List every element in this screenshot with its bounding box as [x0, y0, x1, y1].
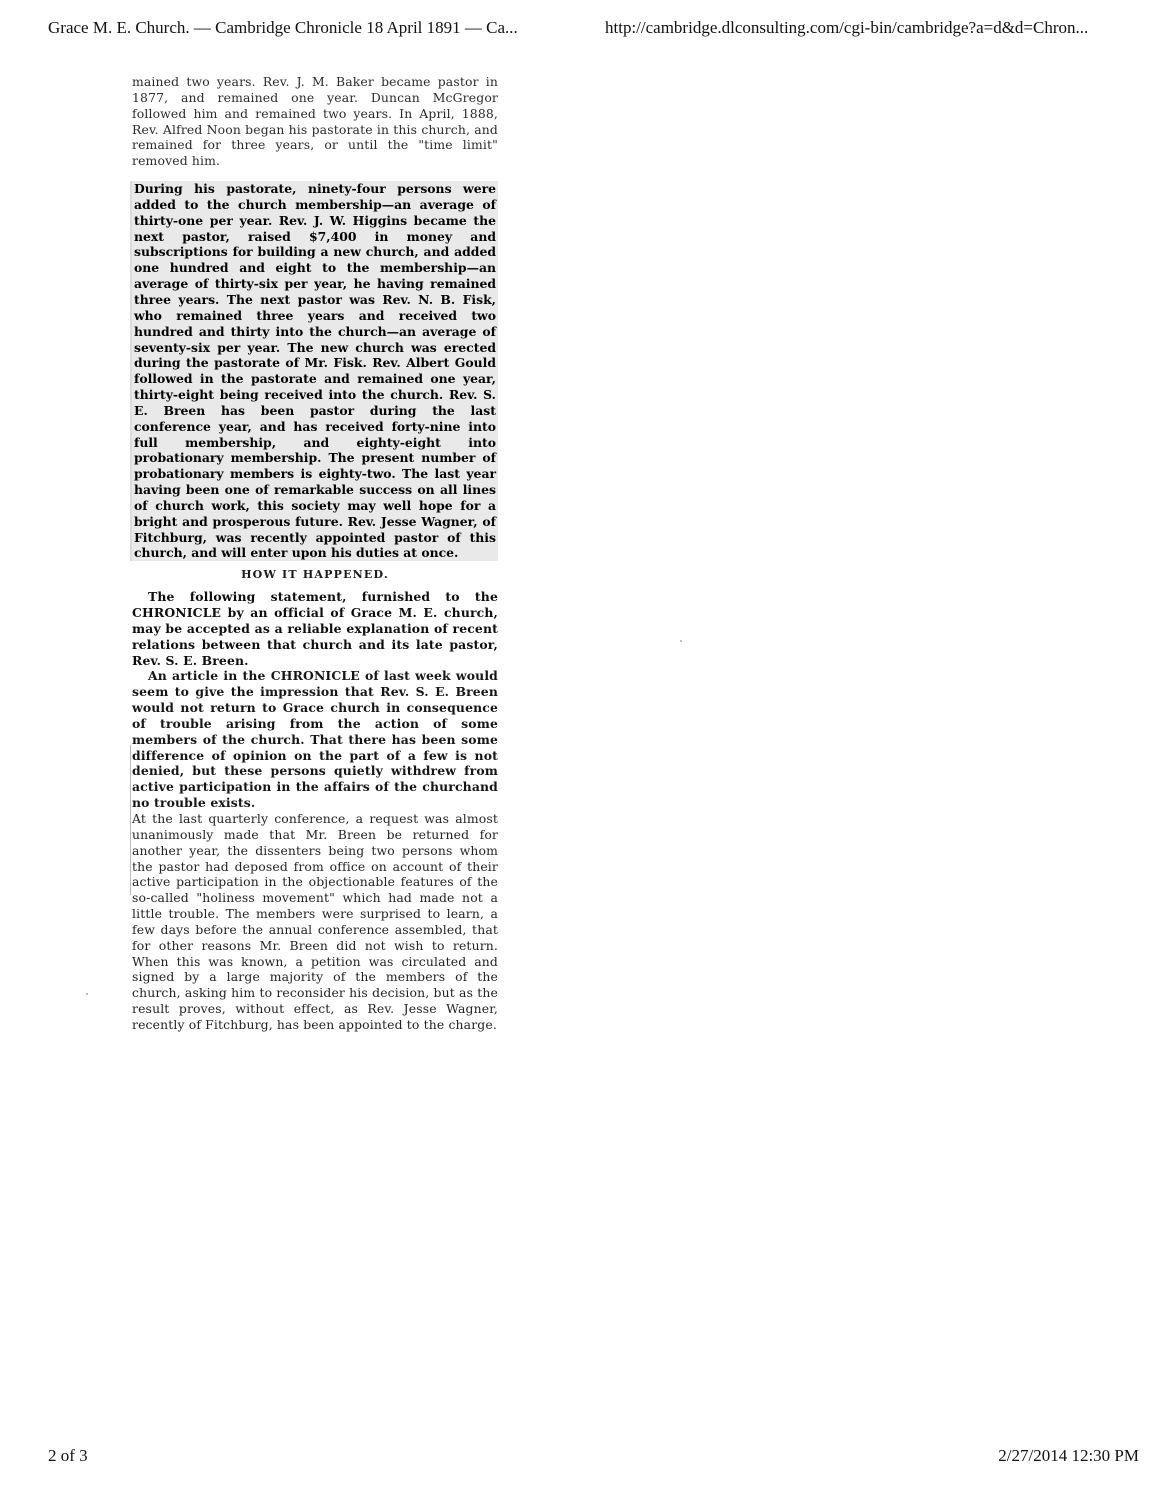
column-edge-mark — [130, 745, 131, 895]
page-header-url: http://cambridge.dlconsulting.com/cgi-bin/cambridge?a=d&d=Chron... — [605, 18, 1089, 37]
page-header-title: Grace M. E. Church. — Cambridge Chronicle 18 April 1891 — Ca... — [48, 18, 518, 37]
scan-speck — [680, 640, 682, 642]
article-paragraph-4b: At the last quarterly conference, a request was almost unanimously made that Mr. Breen be returned for another year, the dissenters being two persons whom the pastor had deposed from office on account of their active participation in the objectionable features of the so-called "holiness movement" which had made not a little trouble. The members were surprised to learn, a few days before the annual conference assembled, that for other reasons Mr. Breen did not wish to return. When this was known, a petition was circulated and signed by a large majority of the members of the church, asking him to reconsider his decision, but as the result proves, without effect, as Rev. Jesse Wagner, recently of Fitchburg, has been appointed to the charge. — [132, 810, 498, 1032]
article-paragraph-4a: An article in the CHRONICLE of last week would seem to give the impression that Rev. S. E. Breen would not return to Grace church in consequence of trouble arising from the action of some members of the church. That there has been some difference of opinion on the part of a few is not denied, but these persons quietly withdrew from active participation in the affairs of the churchand no trouble exists. — [132, 668, 498, 811]
page-footer-page-number: 2 of 3 — [48, 1446, 88, 1465]
article-paragraph-2: During his pastorate, ninety-four persons were added to the church membership—an average of thirty-one per year. Rev. J. W. Higgins became the next pastor, raised $7,400 in money and subscriptions for building a new church, and added one hundred and eight to the membership—an average of thirty-six per year, he having remained three years. The next pastor was Rev. N. B. Fisk, who remained three years and received two hundred and thirty into the church—an average of seventy-six per year. The new church was erected during the pastorate of Mr. Fisk. Rev. Albert Gould followed in the pastorate and remained one year, thirty-eight being received into the church. Rev. S. E. Breen has been pastor during the last conference year, and has received forty-nine into full membership, and eighty-eight into probationary membership. The present number of probationary members is eighty-two. The last year having been one of remarkable success on all lines of church work, this society may well hope for a bright and prosperous future. Rev. Jesse Wagner, of Fitchburg, was recently appointed pastor of this church, and will enter upon his duties at once. — [134, 181, 496, 561]
page-footer-timestamp: 2/27/2014 12:30 PM — [998, 1446, 1139, 1465]
scan-speck — [86, 993, 88, 995]
article-paragraph-3: The following statement, furnished to the CHRONICLE by an official of Grace M. E. church, may be accepted as a reliable explanation of recent relations between that church and its late pastor, Rev. S. E. Breen. — [132, 589, 498, 668]
article-paragraph-1: mained two years. Rev. J. M. Baker became pastor in 1877, and remained one year. Duncan McGregor followed him and remained two years. In April, 1888, Rev. Alfred Noon began his pastorate in this church, and remained for three years, or until the "time limit" removed him. — [132, 74, 498, 169]
article-subheading: HOW IT HAPPENED. — [241, 568, 389, 582]
newspaper-clipping — [132, 74, 498, 1033]
